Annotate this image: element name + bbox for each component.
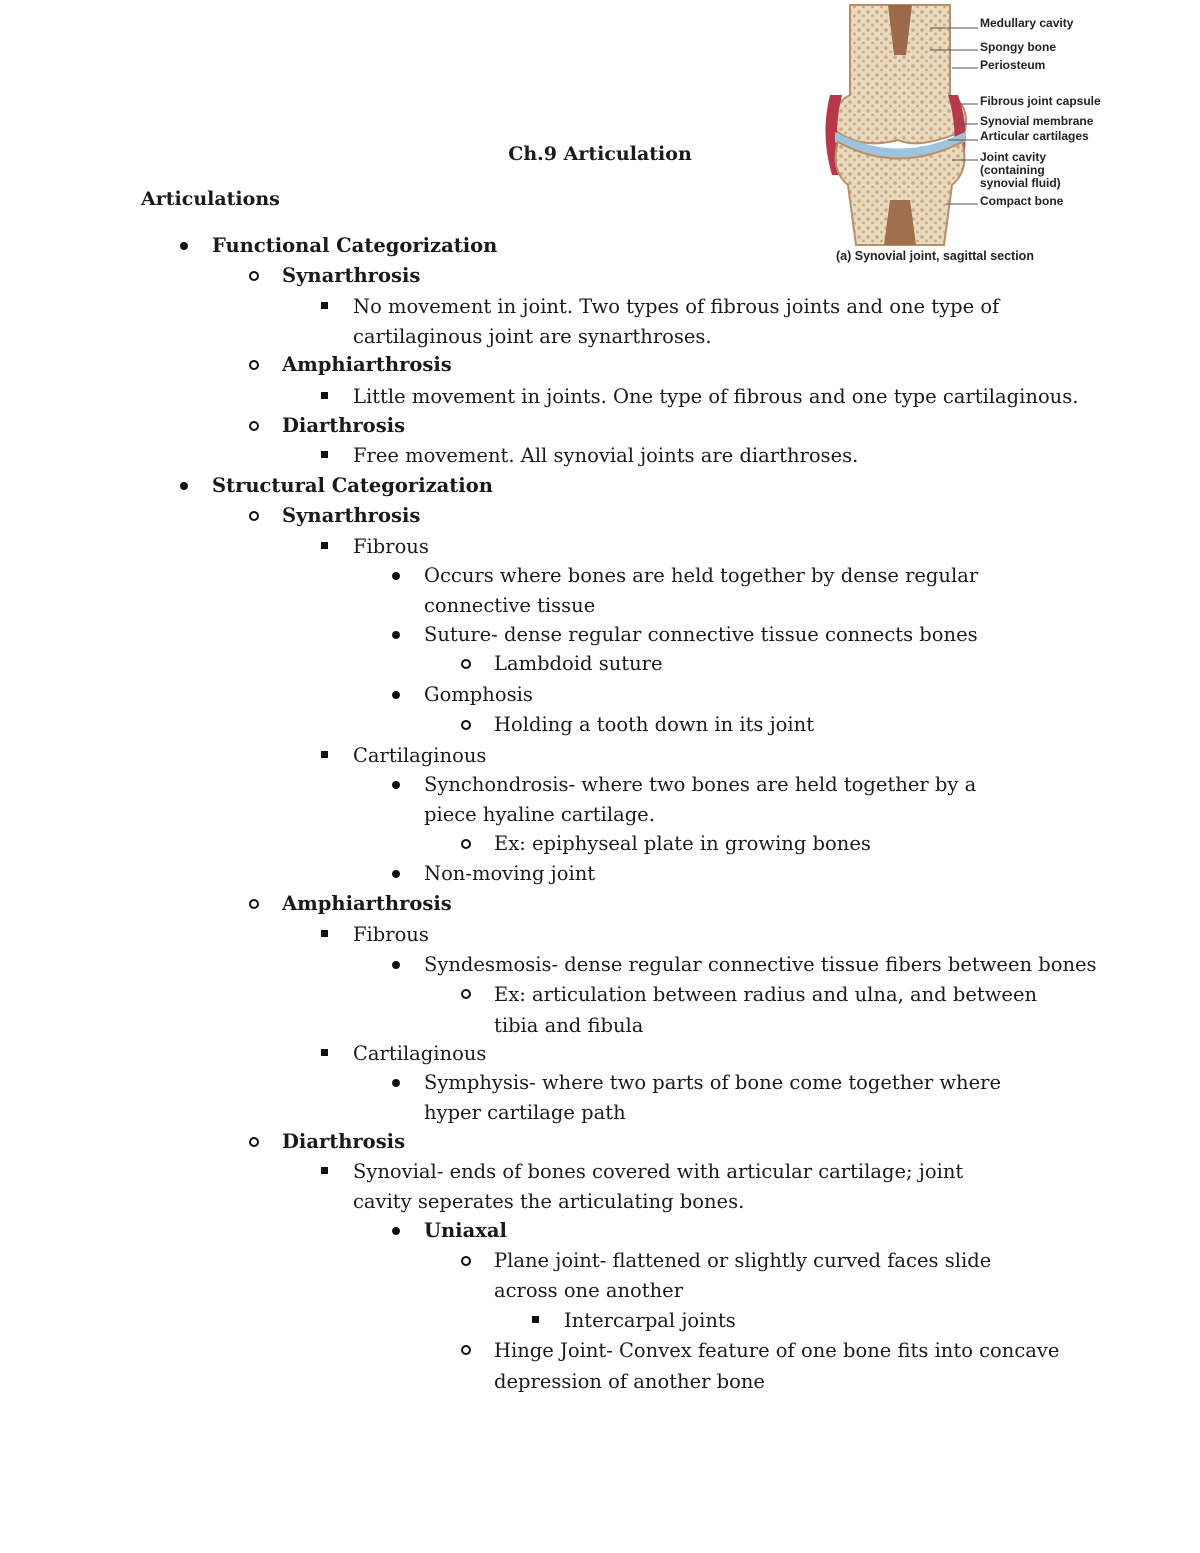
figure-label-7: Joint cavity — [980, 150, 1047, 164]
outline-item: Synarthrosis — [282, 261, 420, 291]
page-title: Ch.9 Articulation — [508, 143, 692, 165]
bullet-circle-icon — [248, 350, 262, 379]
bullet-disc-icon — [390, 620, 404, 649]
bullet-circle-icon — [248, 411, 262, 440]
outline-item: Suture- dense regular connective tissue connects bones — [424, 620, 978, 650]
bullet-square-icon — [319, 382, 333, 411]
figure-label-6: Articular cartilages — [980, 129, 1089, 143]
outline-item: Synovial- ends of bones covered with articular cartilage; joint cavity seperates the articulating bones. — [353, 1157, 1013, 1216]
bullet-circle-icon — [460, 979, 474, 1008]
figure-caption: (a) Synovial joint, sagittal section — [836, 249, 1034, 263]
section-heading: Articulations — [141, 188, 280, 210]
bullet-circle-icon — [248, 501, 262, 530]
bullet-square-icon — [319, 292, 333, 321]
outline-item: Gomphosis — [424, 680, 533, 710]
outline-item: Fibrous — [353, 532, 429, 562]
figure-label-1: Medullary cavity — [980, 16, 1074, 30]
outline-item: Ex: articulation between radius and ulna, and between tibia and fibula — [494, 979, 1074, 1041]
bullet-circle-icon — [460, 1335, 474, 1364]
outline-item: Synchondrosis- where two bones are held together by a piece hyaline cartilage. — [424, 770, 1024, 829]
outline-item: Lambdoid suture — [494, 649, 663, 679]
bullet-square-icon — [319, 532, 333, 561]
bullet-disc-icon — [390, 561, 404, 590]
bullet-disc-icon — [390, 770, 404, 799]
figure-label-10: Compact bone — [980, 194, 1064, 208]
outline-item: Non-moving joint — [424, 859, 595, 889]
bullet-square-icon — [530, 1306, 544, 1335]
figure-label-8: (containing — [980, 163, 1045, 177]
bullet-disc-icon — [390, 859, 404, 888]
outline-item: Amphiarthrosis — [282, 889, 452, 919]
outline-item: Holding a tooth down in its joint — [494, 710, 814, 740]
outline-item: Symphysis- where two parts of bone come together where hyper cartilage path — [424, 1068, 1044, 1127]
bullet-disc-icon — [390, 1068, 404, 1097]
outline-item: Fibrous — [353, 920, 429, 950]
outline-item: Occurs where bones are held together by dense regular connective tissue — [424, 561, 1074, 620]
outline-item: Structural Categorization — [212, 471, 493, 501]
bullet-circle-icon — [248, 889, 262, 918]
figure-label-9: synovial fluid) — [980, 176, 1061, 190]
outline-item: Syndesmosis- dense regular connective tissue fibers between bones — [424, 950, 1097, 980]
bullet-disc-icon — [390, 1216, 404, 1245]
bullet-circle-icon — [460, 1246, 474, 1275]
bullet-disc-icon — [178, 231, 192, 260]
outline-item: Free movement. All synovial joints are diarthroses. — [353, 441, 858, 471]
bullet-disc-icon — [390, 680, 404, 709]
outline-item: Hinge Joint- Convex feature of one bone fits into concave depression of another bone — [494, 1335, 1074, 1397]
outline-item: Cartilaginous — [353, 1039, 486, 1069]
bullet-circle-icon — [460, 649, 474, 678]
outline-item: Cartilaginous — [353, 741, 486, 771]
outline-item: Plane joint- flattened or slightly curved faces slide across one another — [494, 1246, 1054, 1305]
bullet-circle-icon — [460, 829, 474, 858]
bullet-square-icon — [319, 920, 333, 949]
figure-label-3: Periosteum — [980, 58, 1046, 72]
outline-item: Diarthrosis — [282, 411, 405, 441]
outline-item: Synarthrosis — [282, 501, 420, 531]
bullet-square-icon — [319, 741, 333, 770]
outline-item: Intercarpal joints — [564, 1306, 736, 1336]
bullet-circle-icon — [248, 261, 262, 290]
outline-item: Diarthrosis — [282, 1127, 405, 1157]
outline-item: No movement in joint. Two types of fibrous joints and one type of cartilaginous joint are synarthroses. — [353, 292, 1013, 351]
figure-label-5: Synovial membrane — [980, 114, 1094, 128]
outline-item: Functional Categorization — [212, 231, 497, 261]
bullet-circle-icon — [460, 710, 474, 739]
figure-label-4: Fibrous joint capsule — [980, 94, 1101, 108]
bullet-disc-icon — [390, 950, 404, 979]
bullet-disc-icon — [178, 471, 192, 500]
outline-item: Uniaxal — [424, 1216, 507, 1246]
outline-item: Little movement in joints. One type of fibrous and one type cartilaginous. — [353, 382, 1078, 412]
bullet-square-icon — [319, 441, 333, 470]
outline-item: Ex: epiphyseal plate in growing bones — [494, 829, 871, 859]
bullet-circle-icon — [248, 1127, 262, 1156]
outline-item: Amphiarthrosis — [282, 350, 452, 380]
bullet-square-icon — [319, 1039, 333, 1068]
bullet-square-icon — [319, 1157, 333, 1186]
figure-label-2: Spongy bone — [980, 40, 1056, 54]
synovial-joint-figure — [820, 0, 1120, 272]
